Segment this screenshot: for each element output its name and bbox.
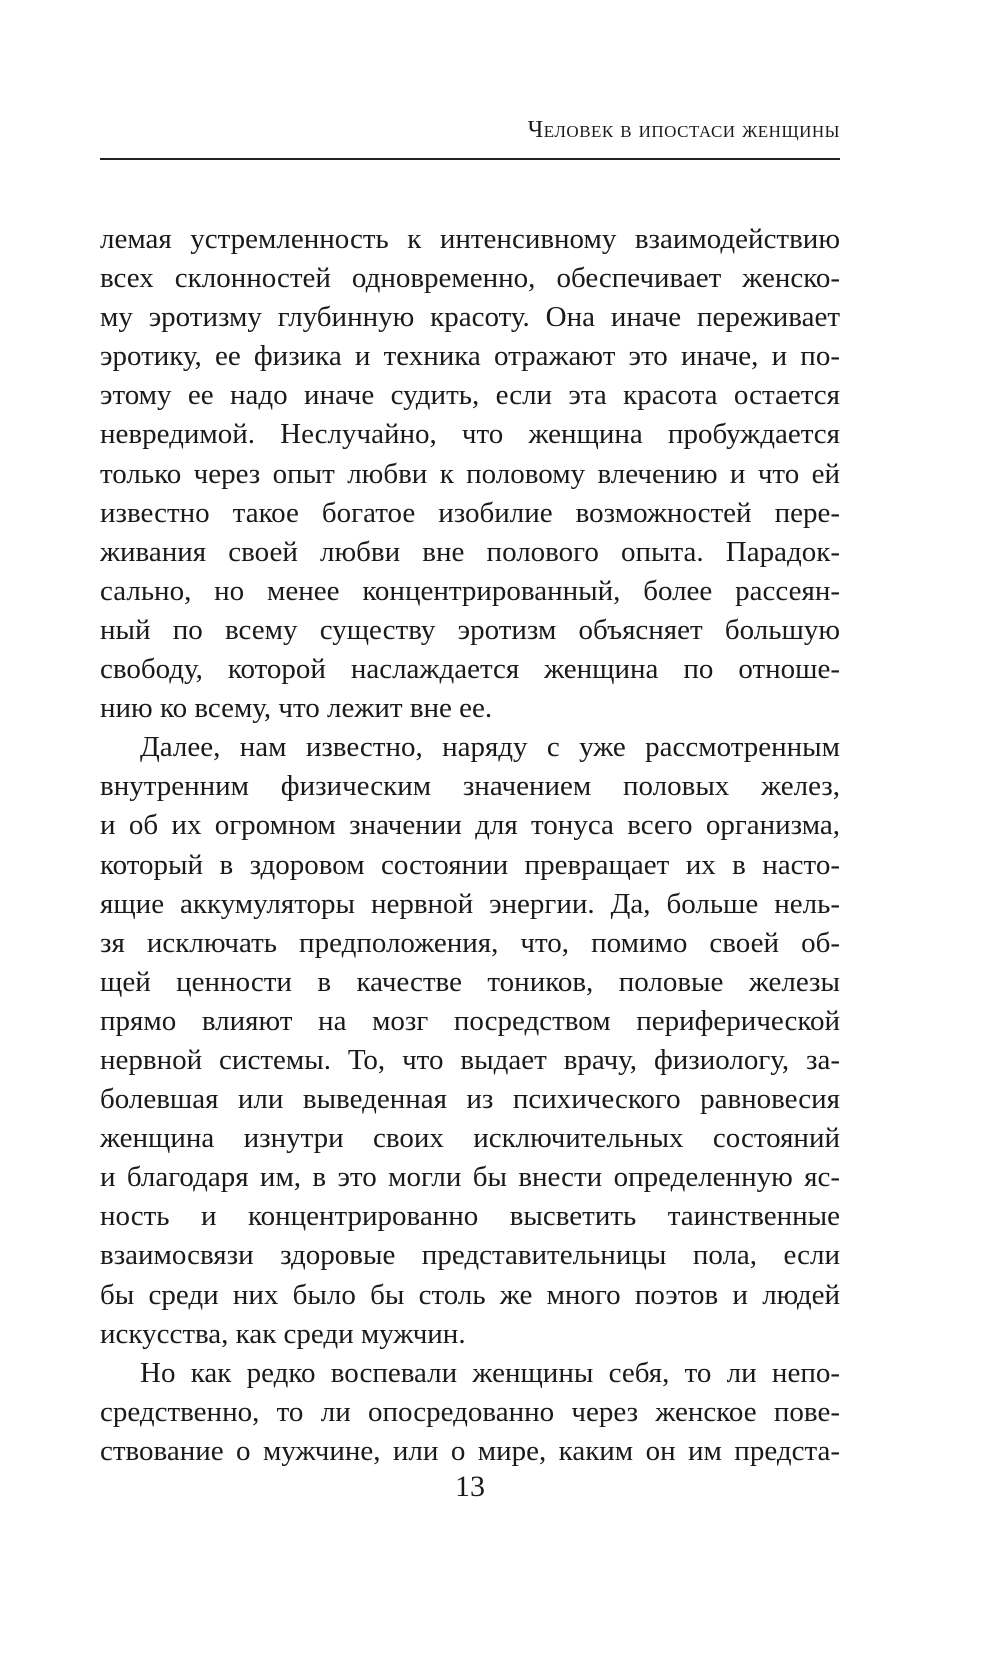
text-line: всех склонностей одновременно, обеспечивает женско- — [100, 262, 840, 295]
text-line: живания своей любви вне полового опыта. Парадок- — [100, 535, 840, 568]
text-line: средственно, то ли опосредованно через женское пове- — [100, 1395, 840, 1428]
running-head-title: Человек в ипостаси женщины — [527, 117, 840, 143]
text-line: невредимой. Неслучайно, что женщина пробуждается — [100, 418, 840, 451]
text-line: му эротизму глубинную красоту. Она иначе переживает — [100, 301, 840, 334]
text-line: зя исключать предположения, что, помимо своей об- — [100, 926, 840, 959]
text-line: нервной системы. То, что выдает врачу, физиологу, за- — [100, 1043, 840, 1076]
text-line: известно такое богатое изобилие возможностей пере- — [100, 496, 840, 529]
text-line: нию ко всему, что лежит вне ее. — [100, 692, 493, 725]
text-line: ящие аккумуляторы нервной энергии. Да, больше нель- — [100, 887, 840, 920]
text-line: который в здоровом состоянии превращает их в насто- — [100, 848, 840, 881]
text-line: и об их огромном значении для тонуса всего организма, — [100, 809, 840, 842]
text-line: болевшая или выведенная из психического равновесия — [100, 1083, 840, 1116]
text-line: только через опыт любви к половому влечению и что ей — [100, 457, 840, 490]
text-line: сально, но менее концентрированный, более рассеян- — [100, 574, 840, 607]
text-line: щей ценности в качестве тоников, половые железы — [100, 965, 840, 998]
text-line: и благодаря им, в это могли бы внести определенную яс- — [100, 1161, 840, 1194]
text-line: эротику, ее физика и техника отражают это иначе, и по- — [100, 340, 840, 373]
text-line: ность и концентрированно высветить таинственные — [100, 1200, 840, 1233]
text-line: лемая устремленность к интенсивному взаимодействию — [100, 223, 840, 255]
text-line: прямо влияют на мозг посредством периферической — [100, 1004, 840, 1037]
text-line: ный по всему существу эротизм объясняет большую — [100, 613, 840, 646]
text-line: бы среди них было бы столь же много поэтов и людей — [100, 1278, 840, 1311]
page-number: 13 — [455, 1470, 485, 1503]
text-line: женщина изнутри своих исключительных состояний — [100, 1122, 840, 1155]
header-rule — [100, 158, 840, 160]
text-line: этому ее надо иначе судить, если эта красота остается — [100, 379, 840, 412]
body-text — [100, 220, 840, 1471]
text-line: внутренним физическим значением половых желез, — [100, 770, 840, 803]
text-line: искусства, как среди мужчин. — [100, 1317, 466, 1350]
text-line: свободу, которой наслаждается женщина по отноше- — [100, 653, 840, 686]
text-line: взаимосвязи здоровые представительницы пола, если — [100, 1239, 840, 1272]
text-line: ствование о мужчине, или о мире, каким он им предста- — [100, 1434, 840, 1467]
paragraph-first-line: Но как редко воспевали женщины себя, то ли непо- — [140, 1356, 840, 1389]
paragraph-first-line: Далее, нам известно, наряду с уже рассмотренным — [140, 731, 840, 764]
